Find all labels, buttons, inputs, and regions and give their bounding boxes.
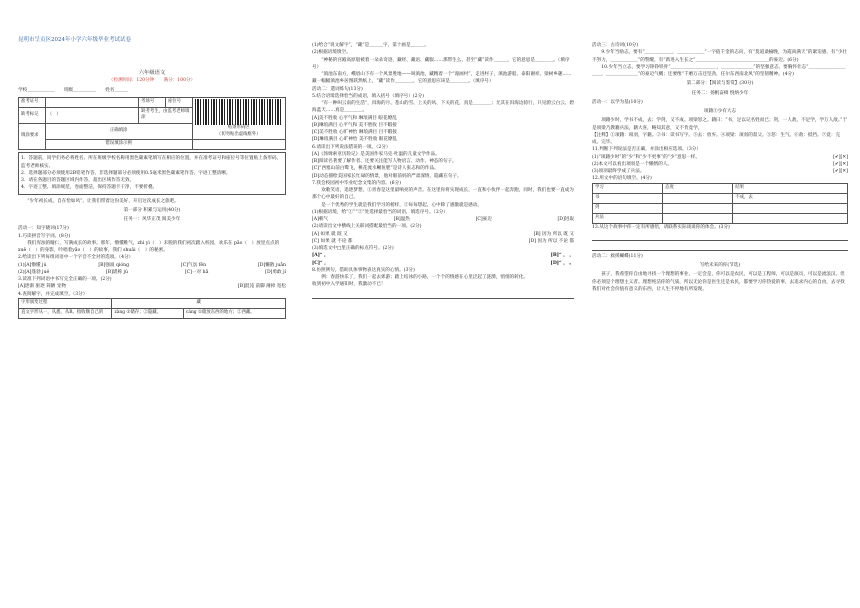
q11-item3-text: (3)项羽最终学成了兵法。 <box>592 169 645 174</box>
sub3-c[interactable]: [C]“ ， <box>312 260 329 266</box>
q6-opt-a[interactable]: [A]《汤姆索亚历险记》是美国作家马克·吐温的儿童文学作品。 <box>312 151 440 157</box>
q1-label: 1.巧读拼音写字词。(8分) <box>18 233 71 239</box>
activity4-label: 活动一：以学为基(10分) <box>592 99 643 105</box>
q8-line: 收到初中入学通知时，我激动不已！ <box>312 282 386 288</box>
q5-text: “有一种叫云南的生活”，洱海的月、苍山的雪、上关的风、下关的花，真是＿＿＿＿；尤其在洱海边骑行，只见蔚云白云、碧海蓝天……真是＿＿＿＿。 <box>312 101 574 114</box>
q5-opt-d[interactable]: [D]琳琅满目 心旷神怡 美不胜收 眼花缭乱 <box>312 137 398 143</box>
q2-options-2 <box>18 269 286 276</box>
q12-cell[interactable] <box>663 203 733 213</box>
q3-label: 3.读准下列词语中书写完全正确的一项。(2分) <box>18 277 112 283</box>
q12-head-3: 结果 <box>733 183 848 193</box>
check-icon[interactable]: [✔][✕] <box>833 169 848 174</box>
sub1-options <box>312 216 574 223</box>
exam-no-cell <box>45 97 138 107</box>
q3-options <box>18 283 286 290</box>
absent-note: 缺考考生，由监考老师填涂 <box>139 107 192 124</box>
check-icon[interactable]: [✔][✕] <box>833 154 848 160</box>
q7-text: 欢歌笑语，追逐梦想，①青春是这里最响亮的声音。在这里你将实现成长，一直和小伙伴一起奔跑，同时，我们也要一直成为那个心中最好的自己。 <box>312 188 574 201</box>
q2b-opt-d[interactable]: [D]勇敢 jí <box>265 269 286 275</box>
q2-opt-d[interactable]: [D]懒散 juǎn <box>257 262 286 268</box>
sub2-b[interactable]: [B] 因为 所以 既 又 <box>533 231 574 237</box>
rule-4: 4．字迹工整，填涂规范，卷面整洁，保持答题卡干净，不要折叠。 <box>21 185 158 191</box>
q3-opt-a[interactable]: [A]逐渐 驱逐 简陋 宠物 <box>18 284 67 290</box>
q13-label: 13.从这个故事中你一定有所感悟，请联系实际谈谈你的体会。(3分) <box>592 224 730 230</box>
instructions-box <box>18 152 286 194</box>
passage2-text: 孩子，我希望你自由地寻找一个理想的事业，一定会是，你可以是农民，可以是工程师，可以是演员，可以是流浪汉，但你必须是个理想主义者。理想纯洁你的气质，所以无论你是医生还是农民，都要学习你热爱的事，去追求内心的自由，去寻找我们对社会价值有意义的东西，让人生不停地有所发现。 <box>592 272 845 292</box>
student-info-line: 学校＿＿＿＿＿＿ 班级＿＿＿＿＿ 姓名＿＿＿ <box>18 88 129 94</box>
passage-note: 【注释】①项籍：项羽，字籍。②书：读书写字。③去：放弃。④项梁：项羽的叔父。⑤怒：生气。⑥敌：抵挡。⑦竟：完成、完毕。 <box>592 132 841 145</box>
q11-item1-text: (1)“项籍少时”的“少”和“少不更事”的“少”意思一样。 <box>592 154 700 160</box>
sub3-options-2 <box>312 260 574 267</box>
sub2-label: (2)请读出文中横线上关联词搭配最恰当的一项。(2分) <box>312 224 422 230</box>
q1-text: 我们浑浊的瞳仁，写满成长的故事。那年，懵懂稚气，zhì yì（ ）未脱的我们初次踏入校园，欢乐在 pǎo（ ）放里点点的 xuě（ ）的身影，吟唱着yǎo（ ）的故事，我们 shuāi（ ）的秘密。 <box>18 240 280 254</box>
sub1-label: (1)根据语境，给“①”“②”处选择最恰当的词语，填选序号。（2分） <box>312 209 448 215</box>
activity2-label: 活动二：遣词炼句(13分) <box>312 86 363 92</box>
q12-cell[interactable] <box>663 213 733 223</box>
rule-3: 3．请在各题目的答题区域内作答，超出区域作答无效。 <box>21 178 135 184</box>
answer-sheet-header <box>18 97 286 151</box>
column-middle <box>312 42 574 301</box>
sub3-label: (3)填选文中□里正确的标点符号。(2分) <box>312 246 394 251</box>
q6-label: 6.请读出下列说法错误的一项。（2分） <box>312 144 391 150</box>
q6-opt-d[interactable]: [D]动态描绘美国家长忙碌的情景，他对眼前妈的严肃深情，隐藏在句子。 <box>312 173 462 179</box>
rule-1: 1．答题前，同学们务必将姓名、所在班级学校名称用黑色碳素笔填写在相应的位置，并在准考证号和座位号等位置贴上条形码，监考老师核实。 <box>21 156 282 169</box>
exam-no-label: 准考证号 <box>19 97 46 107</box>
q2-opt-c[interactable]: [C]气氛 fēn <box>180 262 207 268</box>
q11-item-2 <box>592 161 848 168</box>
q8-label: 8.仿照例句，借助具体事物表达真实的心情。(3分) <box>312 267 415 273</box>
sub3-b[interactable]: [B]“ ， ， <box>550 253 574 259</box>
q2-options-1 <box>18 262 286 269</box>
absent-label: 缺考标记 <box>19 107 46 124</box>
q4-fill: (1)给合“说文解字”，“藏”是＿＿＿字，第十画是＿＿＿。 <box>312 43 429 48</box>
q8-answer-line[interactable] <box>312 291 574 299</box>
exam-title: 昆明市呈贡区2024年小学六年级毕业考试试卷 <box>18 37 131 43</box>
sub1-a[interactable]: [A]朝气 <box>312 217 329 222</box>
sub3-options-1 <box>312 252 574 259</box>
q12-cell[interactable] <box>733 213 848 223</box>
passage2-title: 写给未来的你(节选) <box>699 263 741 268</box>
sub2-c[interactable]: [C] 如果 就 不论 都 <box>312 238 353 244</box>
q4-table <box>18 298 286 319</box>
q11-item-3 <box>592 168 848 175</box>
part1-heading: 第一部分 积累与运用(40分) <box>123 207 181 213</box>
fill-rules-label: 填涂要求 <box>19 124 46 150</box>
passage-title: 项籍①少有大志 <box>703 109 737 114</box>
seat-label: 考场号 <box>139 97 166 107</box>
q9-text: 9.少年当励志，要有“＿＿＿＿＿＿，＿＿＿＿＿＿”一字值千金的志向，有“莫道桑榆晚，为霞尚满天”的紧迫感，有“少壮不努力，＿＿＿＿＿＿”的警醒，有“新进入生长之”＿＿＿＿＿＿＿＿＿＿＿＿＿＿＿＿的豪迈。(6分) <box>592 50 848 63</box>
q13-answer-line[interactable] <box>592 233 848 241</box>
activity1-label: 活动一：知字晓词(17分) <box>18 226 69 232</box>
rule-2: 2．选择题部分必须使用2B铅笔作答，非选择题部分必须使用0.5毫米黑色碳素笔作答，字迹工整清晰。 <box>21 170 231 176</box>
q8-text: 例：春游快乐了，我们一起去郊游；踏上结冰的小路，一个个的情感在心里泛起了涟漪，悄悄的转化。 <box>321 275 528 280</box>
para2: “滇池东南方，峨眉山下有一个风景胜地——叫滇池，藏精着一个“漫画村”，走进村子，滇池游船、泰阳谢祥、梁树乡趣……藏一幅幅滇池乡居图跃然纸上，“藏”读作＿＿＿＿，它的意思应该是＿＿＿＿。（填序号） <box>312 72 572 85</box>
activity5-label: 活动二：救援蝴蝶(11分) <box>592 253 643 259</box>
barcode-label: 贴条形码区 <box>227 124 250 130</box>
sub1-d[interactable]: [D]进取 <box>557 217 574 222</box>
q11-item-1 <box>592 154 848 161</box>
q5-opt-a[interactable]: [A]美不胜收 心平气和 琳琅满目 眼花缭乱 <box>312 115 397 121</box>
sub1-b[interactable]: [B]温热 <box>393 217 410 222</box>
sub2-d[interactable]: [D] 因为 所以 不论 都 <box>528 238 574 244</box>
q12-cell[interactable] <box>663 193 733 203</box>
para1: “神秘的宫殿高原般被着一朵朵奇迹，藏经、藏语、藏服……那带生么，甚至“藏”读作＿＿＿，它的意思是＿＿＿＿。（填序号） <box>312 57 570 70</box>
activity3-label: 活动三：古诗词(10分) <box>592 43 639 48</box>
q5-label: 5.结合语境选择恰当的成语，填入括号（填序号）(2分) <box>312 93 424 99</box>
q12-head-2: 态度 <box>663 183 733 193</box>
sub2-options-1 <box>312 231 574 238</box>
column-right <box>592 42 848 293</box>
time-info: （检测时间：120分钟 满分：100分） <box>108 78 196 84</box>
q12-cell: 不成，去 <box>733 193 848 203</box>
q2-label: 2.给读出下列每组词语中一个字音不全对的选项。（4分） <box>18 255 134 261</box>
q12-cell: 兵法 <box>593 213 663 223</box>
barcode-image <box>195 99 283 125</box>
q2b-opt-b[interactable]: [B]堪称 jú <box>106 269 129 275</box>
q7-label: 7.我会校园初中毕业纪念文集的内容。(6分) <box>312 180 401 186</box>
part2-heading: 第二部分：【阅读与鉴赏】(30分) <box>686 81 754 87</box>
position-label: 座位号 <box>165 97 192 107</box>
q4-label: 4.查阅解字，并完成填空。（3分） <box>18 291 88 297</box>
barcode-hint: （切勿贴出虚线框外） <box>216 131 261 137</box>
q4-read: (2)根据语境填空。 <box>312 50 351 56</box>
q12-cell[interactable] <box>733 203 848 213</box>
q6-opt-b[interactable]: [B]阅读名著要了解作者、还要关注能写人物语言、动作、神态的句子。 <box>312 159 457 164</box>
q11-item2-text: (2)本文可以看出项羽是一个懒惰的人。 <box>592 161 673 167</box>
q10-text: 10.少年当立志，要学习铮铮铁骨“＿＿＿＿＿＿＿＿＿＿，＿＿＿＿＿＿＿”的坚强意志，要胸怀壮志“＿＿＿＿＿＿＿＿＿＿，＿＿＿＿＿＿＿”的豪迈气概；还要像“千磨万击还坚劲，任尔东西南北风”的坚韧精神。(4分) <box>592 64 846 77</box>
task1-heading: 任务一：风华正茂 阅美少年 <box>123 217 181 223</box>
q12-head-1: 学习 <box>593 183 663 193</box>
sub2-options-2 <box>312 238 574 245</box>
q2-opt-a[interactable]: (1)[A]懵懂 jú <box>18 262 47 268</box>
motto: “少年初长成，自在恰如风”，让我们带着这份美好，开启这次成长之旅吧。 <box>27 198 179 204</box>
passage-text: 项籍少时，学书不成，去；学剑，又不成。项梁怒之。籍曰：“书，足以记名姓而已；剑，一人敌，不足学，学万人敌。”于是项梁乃教籍兵法，籍大喜，略知其意，又不肯竟学。 <box>592 118 848 131</box>
q12-cell: 书 <box>593 193 663 203</box>
q7-text2: 是一个优秀的学生就是我们学习的榜样，②每每想起，心中除了感激就是感动。 <box>321 202 482 208</box>
q4-desc1: zàng ①储存；②隐藏。 <box>112 308 183 318</box>
q4-col2: 藏 <box>112 298 286 308</box>
q12-cell: 剑 <box>593 203 663 213</box>
q13-answer-line[interactable] <box>592 243 848 251</box>
sub3-a[interactable]: [A]“ ， <box>312 253 329 259</box>
barcode-area <box>192 97 285 140</box>
q4-col1: 字形演变过程 <box>19 298 112 308</box>
q4-text: 直文字形从一，从悉，从B。指收顺自己的 <box>19 308 112 318</box>
check-icon[interactable]: [✔][✕] <box>833 161 848 167</box>
wrong-fill-label: 错误填涂示例 <box>45 140 192 150</box>
column-left <box>18 0 286 319</box>
q11-label: 11.判断下列说法是否正确，并涂出相应选项。（3分） <box>592 147 701 153</box>
q4-desc2: cáng ①储放东西的地方；②西藏。 <box>183 308 285 318</box>
q5-opt-b[interactable]: [B]琳琅满目 心平气和 美不胜收 目不暇接 <box>312 122 397 128</box>
q2-opt-b[interactable]: [B]强溢 qióng <box>98 262 130 268</box>
sub3-d[interactable]: [D]“ ， 。 <box>550 260 574 266</box>
task2-heading: 任务二：扬帆奋楫 悦纳少年 <box>691 90 749 96</box>
subject-title: 六年级语文 <box>138 69 166 76</box>
q6-opt-c[interactable]: [C]“西塞山前白鹭飞，桃花流水鳜鱼肥”是诗人张志和的作品。 <box>312 166 439 172</box>
sub1-c[interactable]: [C]豪迈 <box>475 217 492 222</box>
correct-fill-label: 正确填涂 <box>45 124 192 140</box>
q2b-opt-a[interactable]: (2)[A]蓬勃 jué <box>18 269 50 275</box>
q5-opt-c[interactable]: [C]美不胜收 心旷神怡 琳琅满目 目不暇接 <box>312 130 397 135</box>
sub2-a[interactable]: [A] 如果 就 既 又 <box>312 231 348 237</box>
q12-label: 12.用文中的语句填空。(4分) <box>592 176 652 182</box>
q3-opt-b[interactable]: [B]混沌 前脚 薄掉 宽松 <box>237 284 286 290</box>
q2b-opt-c[interactable]: [C]一对 hǎ <box>184 269 209 275</box>
q12-table <box>592 183 848 224</box>
absent-box[interactable]: （ ） <box>45 107 138 124</box>
blank-cell <box>192 140 285 150</box>
